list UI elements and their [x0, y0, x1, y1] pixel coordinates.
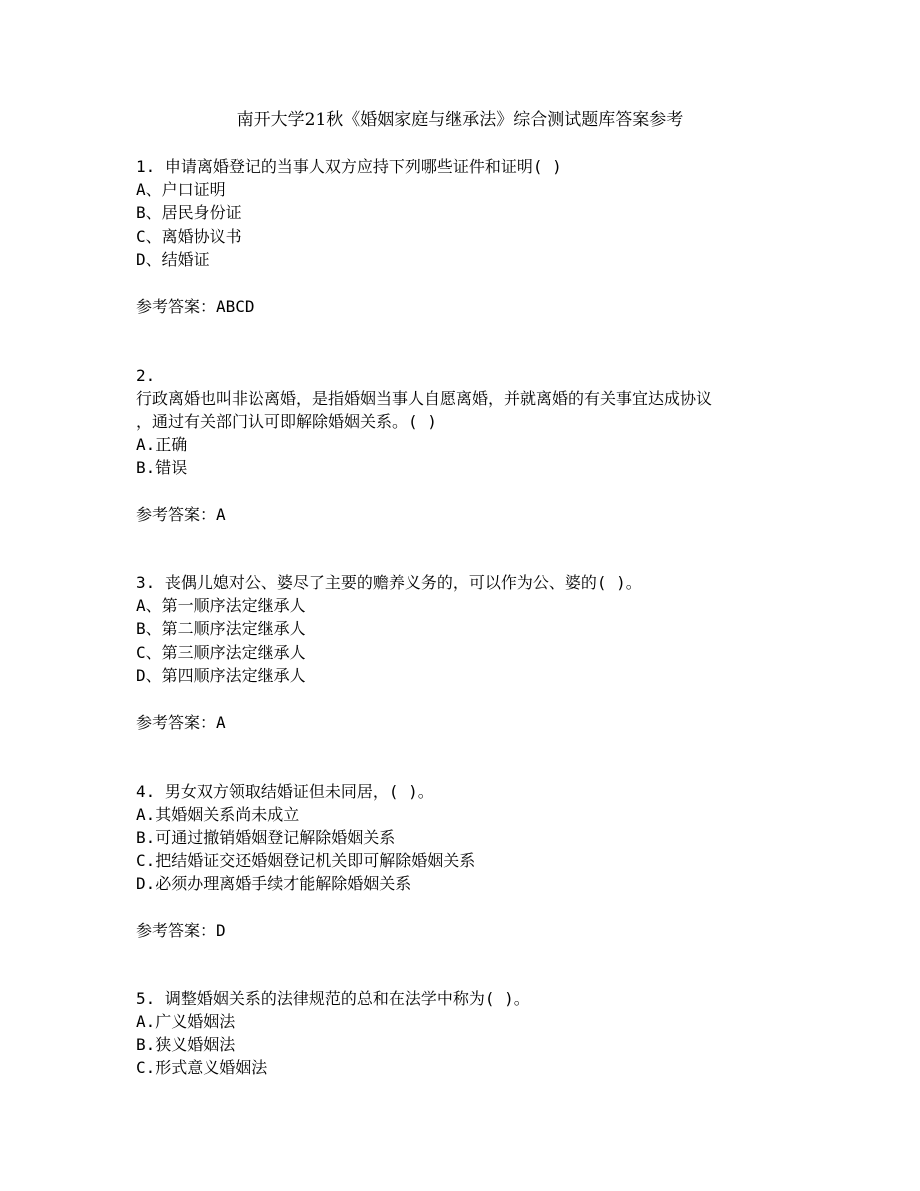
question-2-option-a: A.正确: [136, 435, 188, 454]
question-2-answer: 参考答案：A: [136, 505, 226, 524]
question-4-option-c: C.把结婚证交还婚姻登记机关即可解除婚姻关系: [136, 851, 476, 870]
question-3-option-d: D、第四顺序法定继承人: [136, 666, 306, 685]
question-4-text: 4. 男女双方领取结婚证但未同居，( )。: [136, 782, 434, 801]
question-2-text-line-2: ，通过有关部门认可即解除婚姻关系。( ): [136, 412, 437, 431]
question-3-text: 3. 丧偶儿媳对公、婆尽了主要的赡养义务的，可以作为公、婆的( )。: [136, 573, 642, 592]
question-4-answer: 参考答案：D: [136, 921, 226, 940]
question-2-number: 2.: [136, 366, 156, 385]
question-5-option-b: B.狭义婚姻法: [136, 1035, 236, 1054]
question-4-option-d: D.必须办理离婚手续才能解除婚姻关系: [136, 874, 412, 893]
question-2-option-b: B.错误: [136, 458, 188, 477]
question-2-text-line-1: 行政离婚也叫非讼离婚，是指婚姻当事人自愿离婚，并就离婚的有关事宜达成协议: [136, 389, 713, 408]
question-1-option-d: D、结婚证: [136, 250, 210, 269]
question-3-option-a: A、第一顺序法定继承人: [136, 596, 306, 615]
question-4-option-a: A.其婚姻关系尚未成立: [136, 805, 300, 824]
question-3-option-b: B、第二顺序法定继承人: [136, 619, 306, 638]
question-5-text: 5. 调整婚姻关系的法律规范的总和在法学中称为( )。: [136, 989, 530, 1008]
question-3-answer: 参考答案：A: [136, 713, 226, 732]
question-5-option-a: A.广义婚姻法: [136, 1012, 236, 1031]
question-1-text: 1. 申请离婚登记的当事人双方应持下列哪些证件和证明( ): [136, 157, 562, 176]
question-1-answer: 参考答案：ABCD: [136, 297, 255, 316]
question-5-option-c: C.形式意义婚姻法: [136, 1058, 268, 1077]
question-1-option-c: C、离婚协议书: [136, 227, 242, 246]
question-3-option-c: C、第三顺序法定继承人: [136, 643, 306, 662]
page-title: 南开大学21秋《婚姻家庭与继承法》综合测试题库答案参考: [236, 110, 684, 130]
question-4-option-b: B.可通过撤销婚姻登记解除婚姻关系: [136, 828, 396, 847]
question-1-option-a: A、户口证明: [136, 180, 226, 199]
question-1-option-b: B、居民身份证: [136, 203, 242, 222]
